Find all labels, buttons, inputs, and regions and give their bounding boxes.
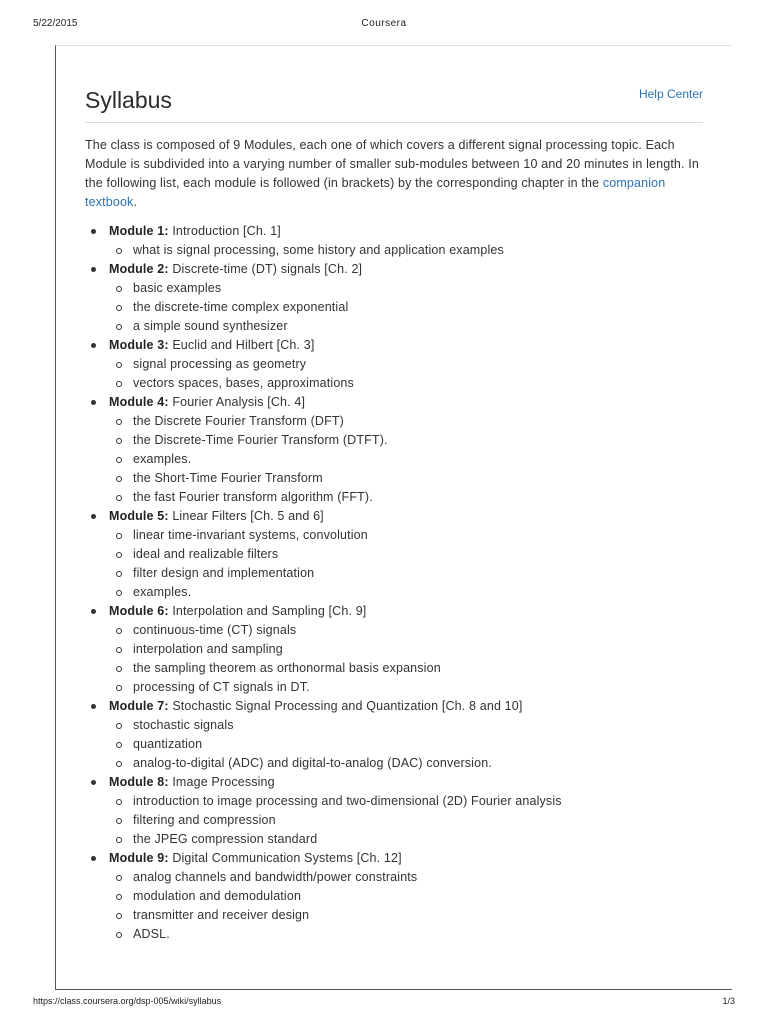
submodule-item: ideal and realizable filters xyxy=(109,545,703,564)
submodule-item: examples. xyxy=(109,583,703,602)
module-label: Module 8: xyxy=(109,775,169,789)
submodule-item: modulation and demodulation xyxy=(109,887,703,906)
submodule-item: signal processing as geometry xyxy=(109,355,703,374)
module-title: Interpolation and Sampling [Ch. 9] xyxy=(172,604,367,618)
module-title: Euclid and Hilbert [Ch. 3] xyxy=(172,338,315,352)
submodule-item: ADSL. xyxy=(109,925,703,944)
module-item xyxy=(85,336,703,393)
module-label: Module 6: xyxy=(109,604,169,618)
module-title: Stochastic Signal Processing and Quantization [Ch. 8 and 10] xyxy=(172,699,523,713)
submodule-list xyxy=(109,621,703,697)
submodule-item: the Short-Time Fourier Transform xyxy=(109,469,703,488)
submodule-item: linear time-invariant systems, convolution xyxy=(109,526,703,545)
submodule-item: introduction to image processing and two-dimensional (2D) Fourier analysis xyxy=(109,792,703,811)
submodule-item: the Discrete-Time Fourier Transform (DTFT). xyxy=(109,431,703,450)
submodule-item: filtering and compression xyxy=(109,811,703,830)
submodule-item: stochastic signals xyxy=(109,716,703,735)
intro-text: The class is composed of 9 Modules, each one of which covers a different signal processing topic. Each Module is subdivided into a varying number of smaller sub-modules between 10 and 20 minutes in length. In the following list, each module is followed (in brackets) by the corresponding chapter in the xyxy=(85,138,700,190)
submodule-list xyxy=(109,412,703,507)
module-list xyxy=(85,222,703,944)
module-item xyxy=(85,602,703,697)
page-title: Syllabus xyxy=(85,87,172,113)
syllabus-content xyxy=(85,85,703,944)
submodule-item: interpolation and sampling xyxy=(109,640,703,659)
submodule-item: continuous-time (CT) signals xyxy=(109,621,703,640)
submodule-item: what is signal processing, some history and application examples xyxy=(109,241,703,260)
submodule-item: the Discrete Fourier Transform (DFT) xyxy=(109,412,703,431)
companion-textbook-link[interactable]: companion textbook xyxy=(85,176,666,209)
print-footer-url: https://class.coursera.org/dsp-005/wiki/syllabus xyxy=(33,996,222,1006)
submodule-item: examples. xyxy=(109,450,703,469)
submodule-list xyxy=(109,868,703,944)
module-label: Module 4: xyxy=(109,395,169,409)
submodule-item: the fast Fourier transform algorithm (FFT). xyxy=(109,488,703,507)
module-title: Introduction [Ch. 1] xyxy=(172,224,281,238)
module-item xyxy=(85,393,703,507)
print-footer-page-number: 1/3 xyxy=(722,996,735,1006)
module-title: Digital Communication Systems [Ch. 12] xyxy=(172,851,402,865)
submodule-item: analog channels and bandwidth/power constraints xyxy=(109,868,703,887)
submodule-item: the discrete-time complex exponential xyxy=(109,298,703,317)
submodule-item: vectors spaces, bases, approximations xyxy=(109,374,703,393)
submodule-item: processing of CT signals in DT. xyxy=(109,678,703,697)
print-header-date: 5/22/2015 xyxy=(33,18,78,29)
submodule-list xyxy=(109,241,703,260)
intro-paragraph xyxy=(85,136,703,212)
submodule-item: filter design and implementation xyxy=(109,564,703,583)
module-label: Module 7: xyxy=(109,699,169,713)
module-item xyxy=(85,222,703,260)
submodule-list xyxy=(109,792,703,849)
module-item xyxy=(85,260,703,336)
module-item xyxy=(85,773,703,849)
module-label: Module 5: xyxy=(109,509,169,523)
module-title: Image Processing xyxy=(172,775,275,789)
module-item xyxy=(85,849,703,944)
submodule-list xyxy=(109,526,703,602)
submodule-list xyxy=(109,716,703,773)
intro-end: . xyxy=(133,195,138,209)
submodule-item: the JPEG compression standard xyxy=(109,830,703,849)
module-title: Fourier Analysis [Ch. 4] xyxy=(172,395,306,409)
submodule-item: analog-to-digital (ADC) and digital-to-analog (DAC) conversion. xyxy=(109,754,703,773)
help-center-link[interactable]: Help Center xyxy=(638,87,703,101)
title-row xyxy=(85,85,703,123)
module-title: Linear Filters [Ch. 5 and 6] xyxy=(172,509,324,523)
submodule-item: basic examples xyxy=(109,279,703,298)
submodule-list xyxy=(109,279,703,336)
module-item xyxy=(85,507,703,602)
module-label: Module 9: xyxy=(109,851,169,865)
submodule-list xyxy=(109,355,703,393)
module-label: Module 2: xyxy=(109,262,169,276)
module-label: Module 3: xyxy=(109,338,169,352)
submodule-item: the sampling theorem as orthonormal basis expansion xyxy=(109,659,703,678)
submodule-item: quantization xyxy=(109,735,703,754)
submodule-item: a simple sound synthesizer xyxy=(109,317,703,336)
module-label: Module 1: xyxy=(109,224,169,238)
submodule-item: transmitter and receiver design xyxy=(109,906,703,925)
module-title: Discrete-time (DT) signals [Ch. 2] xyxy=(172,262,363,276)
print-header-title: Coursera xyxy=(361,18,407,29)
module-item xyxy=(85,697,703,773)
